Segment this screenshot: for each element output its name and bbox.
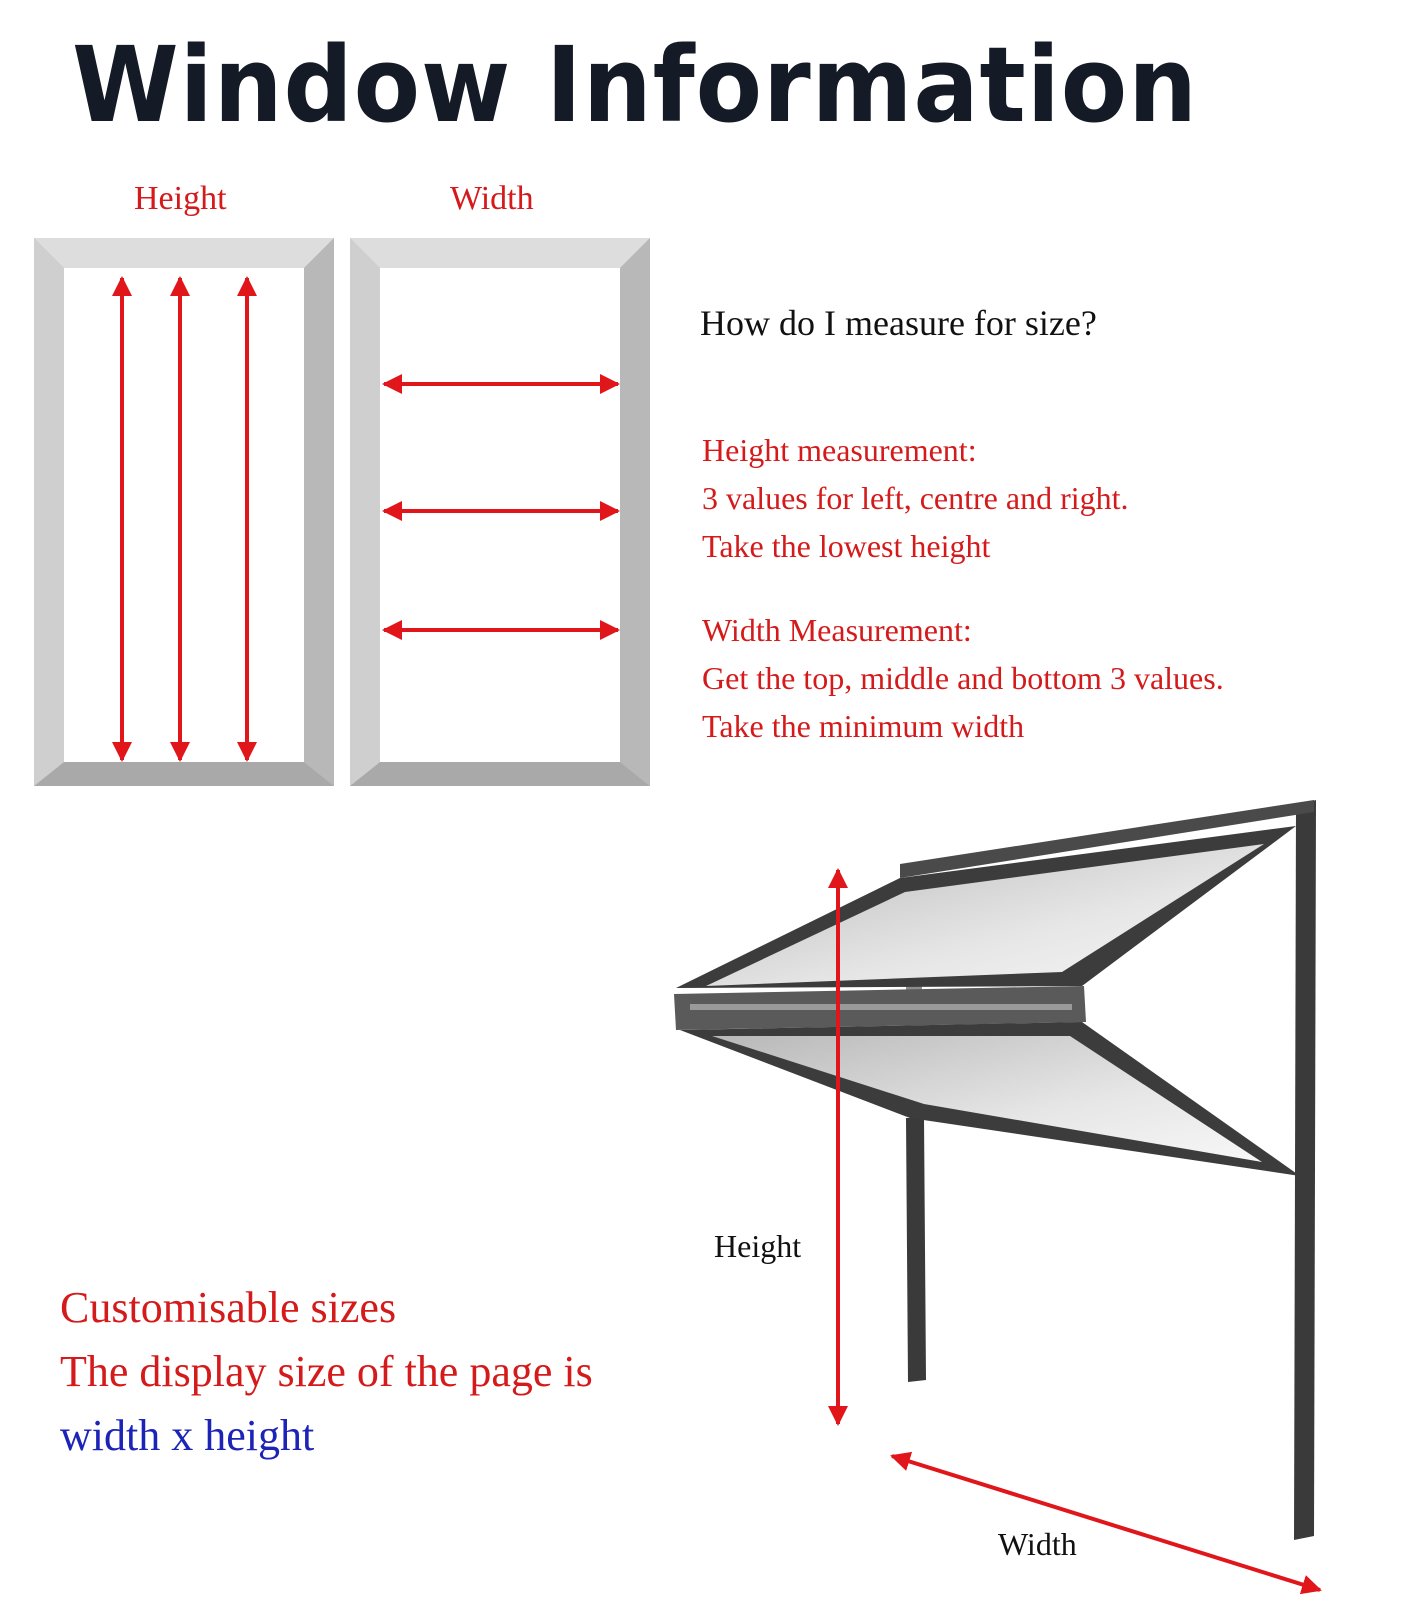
photo-width-label: Width	[998, 1526, 1077, 1562]
height-instruction-line: Take the lowest height	[702, 528, 991, 564]
custom-line-2: The display size of the page is	[60, 1347, 593, 1396]
height-instruction-line: Height measurement:	[702, 432, 977, 468]
width-instruction-line: Width Measurement:	[702, 612, 972, 648]
custom-line-3: width x height	[60, 1411, 315, 1460]
width-diagram-label: Width	[450, 180, 534, 217]
custom-line-1: Customisable sizes	[60, 1283, 397, 1332]
height-diagram-label: Height	[134, 180, 227, 217]
width-instruction-line: Get the top, middle and bottom 3 values.	[702, 660, 1224, 696]
photo-width-arrow	[892, 1456, 1320, 1590]
awning-window	[674, 800, 1316, 1540]
width-instruction-line: Take the minimum width	[702, 708, 1025, 744]
height-instruction-line: 3 values for left, centre and right.	[702, 480, 1129, 516]
photo-height-label: Height	[714, 1228, 802, 1264]
custom-size-note	[60, 1276, 593, 1468]
height-instructions	[702, 426, 1129, 570]
width-instructions	[702, 606, 1224, 750]
height-frame	[34, 238, 334, 786]
page-title: Window Information	[72, 24, 1198, 146]
measure-question: How do I measure for size?	[700, 303, 1097, 343]
